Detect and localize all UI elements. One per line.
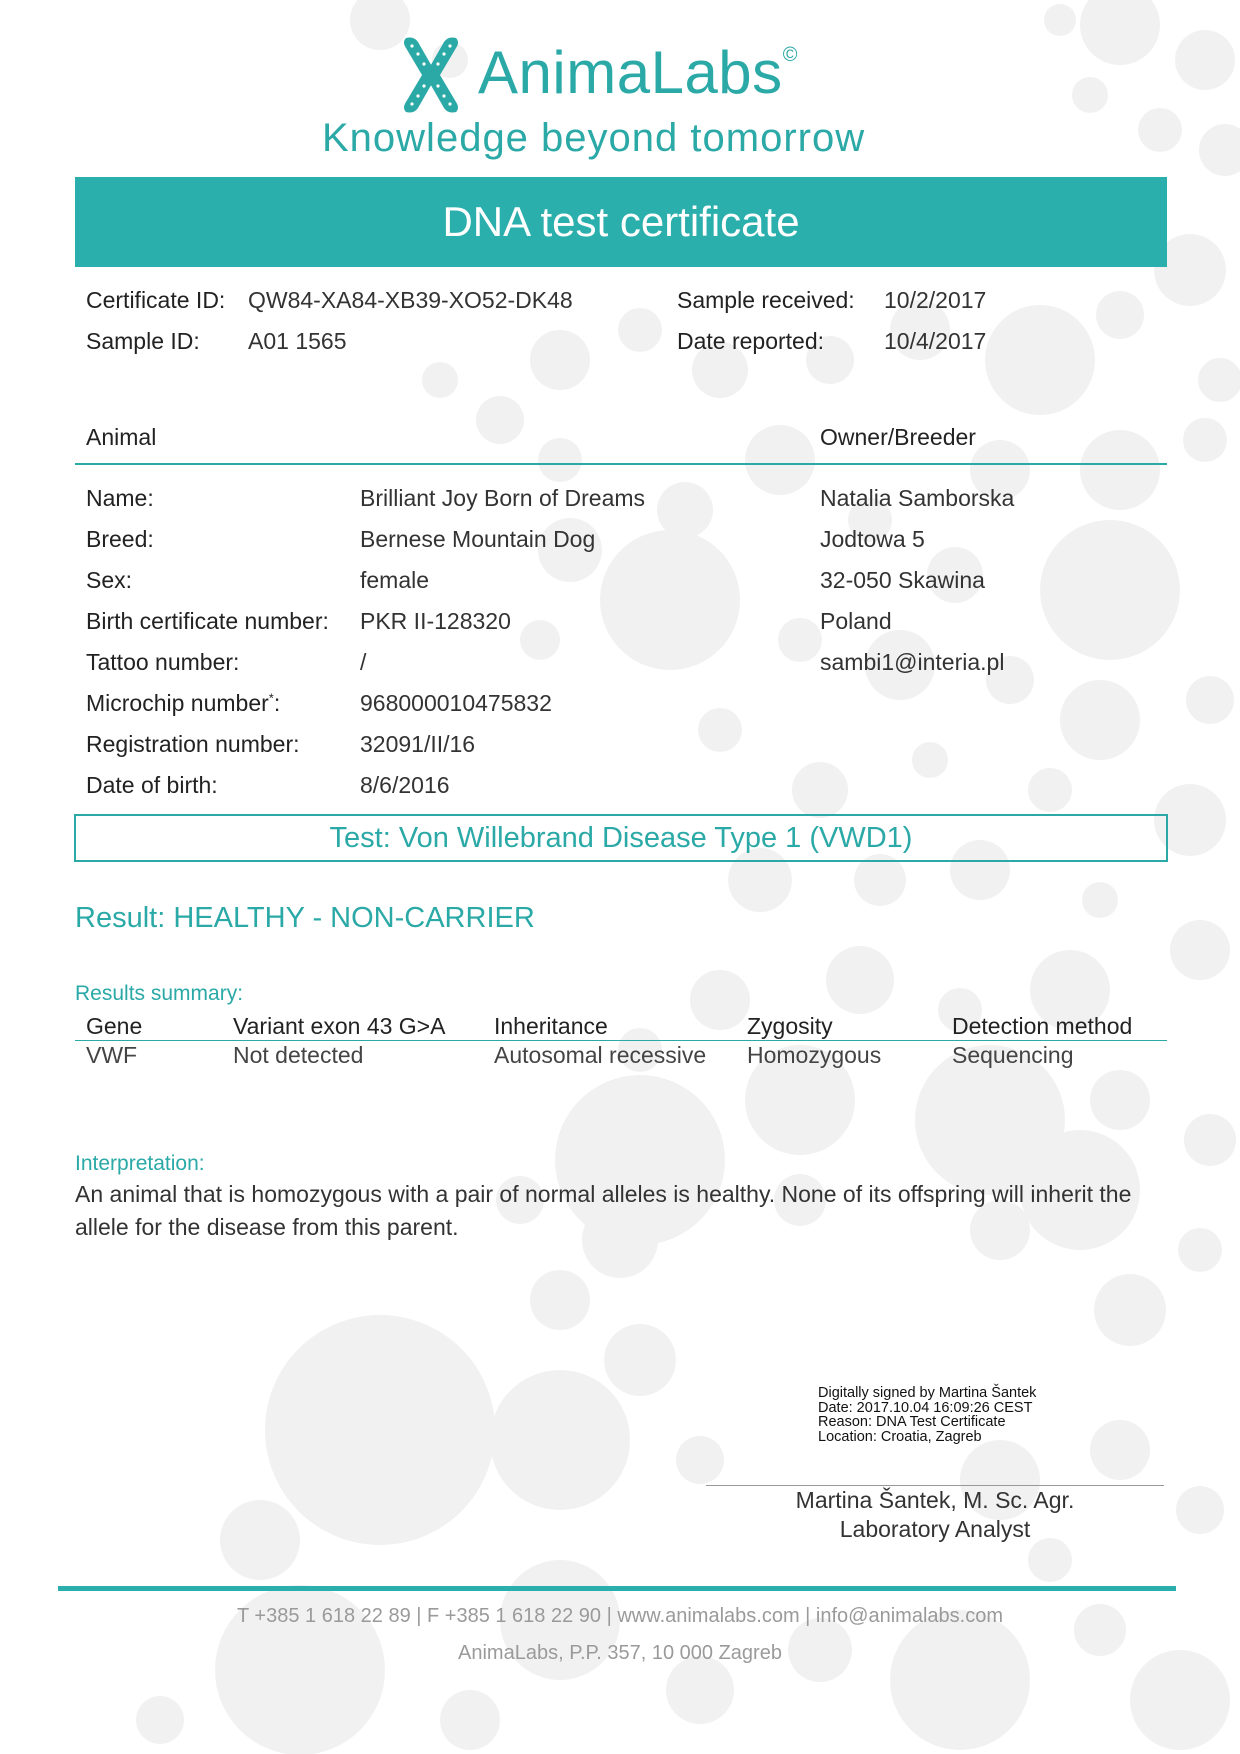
owner-heading: Owner/Breeder bbox=[820, 424, 976, 450]
signer-block bbox=[706, 1486, 1164, 1544]
summary-header-divider bbox=[75, 1040, 1167, 1041]
copyright-mark: © bbox=[782, 44, 798, 66]
test-name-box bbox=[74, 814, 1168, 862]
animal-name-label: Name: bbox=[86, 485, 154, 511]
breed-value: Bernese Mountain Dog bbox=[360, 526, 596, 552]
date-reported-value: 10/4/2017 bbox=[884, 328, 987, 354]
column-detection-method: Detection method bbox=[952, 1013, 1133, 1039]
section-divider bbox=[75, 463, 1167, 465]
owner-street: Jodtowa 5 bbox=[820, 526, 925, 552]
sample-id-label: Sample ID: bbox=[86, 328, 200, 354]
sex-label: Sex: bbox=[86, 567, 133, 593]
column-inheritance: Inheritance bbox=[494, 1013, 608, 1039]
date-of-birth-value: 8/6/2016 bbox=[360, 772, 450, 798]
column-variant: Variant exon 43 G>A bbox=[233, 1013, 446, 1039]
cell-detection-method: Sequencing bbox=[952, 1042, 1074, 1068]
birth-certificate-label: Birth certificate number: bbox=[86, 608, 329, 634]
microchip-label bbox=[86, 690, 280, 717]
owner-city: 32-050 Skawina bbox=[820, 567, 985, 593]
signature-date: Date: 2017.10.04 16:09:26 CEST bbox=[818, 1399, 1033, 1416]
owner-country: Poland bbox=[820, 608, 892, 634]
signer-name: Martina Šantek, M. Sc. Agr. bbox=[795, 1487, 1075, 1513]
tattoo-value: / bbox=[360, 649, 367, 675]
animal-name-value: Brilliant Joy Born of Dreams bbox=[360, 485, 646, 511]
signature-location: Location: Croatia, Zagreb bbox=[818, 1428, 982, 1445]
brand-name bbox=[478, 38, 798, 107]
cell-zygosity: Homozygous bbox=[747, 1042, 882, 1068]
microchip-label-text: Microchip number bbox=[86, 690, 269, 716]
certificate-id-label: Certificate ID: bbox=[86, 287, 226, 313]
birth-certificate-value: PKR II-128320 bbox=[360, 608, 511, 634]
interpretation-heading: Interpretation: bbox=[75, 1152, 205, 1175]
test-name: Test: Von Willebrand Disease Type 1 (VWD1) bbox=[329, 822, 913, 854]
certificate-title: DNA test certificate bbox=[442, 198, 800, 245]
sample-id-value: A01 1565 bbox=[248, 328, 347, 354]
footer-contact: T +385 1 618 22 89 | F +385 1 618 22 90 | www.animalabs.com | info@animalabs.com bbox=[237, 1605, 1003, 1627]
date-reported-label: Date reported: bbox=[677, 328, 825, 354]
signature-signed-by: Digitally signed by Martina Šantek bbox=[818, 1385, 1037, 1401]
microchip-value: 968000010475832 bbox=[360, 690, 552, 716]
column-zygosity: Zygosity bbox=[747, 1013, 833, 1039]
cell-gene: VWF bbox=[86, 1042, 138, 1068]
owner-name: Natalia Samborska bbox=[820, 485, 1015, 511]
brand-tagline: Knowledge beyond tomorrow bbox=[322, 116, 866, 160]
registration-value: 32091/II/16 bbox=[360, 731, 476, 757]
sex-value: female bbox=[360, 567, 430, 593]
result-text: Result: HEALTHY - NON-CARRIER bbox=[75, 902, 535, 934]
interpretation-text: An animal that is homozygous with a pair of normal alleles is healthy. None of its offspring will inherit the allele for the disease from this parent. bbox=[75, 1181, 1132, 1240]
signer-role: Laboratory Analyst bbox=[839, 1516, 1031, 1542]
date-of-birth-label: Date of birth: bbox=[86, 772, 218, 798]
sample-received-value: 10/2/2017 bbox=[884, 287, 987, 313]
microchip-label-colon: : bbox=[273, 690, 281, 716]
certificate-id-value: QW84-XA84-XB39-XO52-DK48 bbox=[248, 287, 573, 313]
registration-label: Registration number: bbox=[86, 731, 300, 757]
footer-address: AnimaLabs, P.P. 357, 10 000 Zagreb bbox=[458, 1642, 782, 1664]
chromosome-logo-icon bbox=[400, 34, 462, 116]
animal-heading: Animal bbox=[86, 424, 157, 450]
owner-email: sambi1@interia.pl bbox=[820, 649, 1005, 675]
breed-label: Breed: bbox=[86, 526, 154, 552]
results-summary-heading: Results summary: bbox=[75, 982, 244, 1005]
tattoo-label: Tattoo number: bbox=[86, 649, 240, 675]
sample-received-label: Sample received: bbox=[677, 287, 855, 313]
digital-signature-block bbox=[818, 1386, 1036, 1444]
microchip-footnote-mark: * bbox=[268, 690, 274, 706]
cell-variant: Not detected bbox=[233, 1042, 364, 1068]
column-gene: Gene bbox=[86, 1013, 143, 1039]
signature-reason: Reason: DNA Test Certificate bbox=[818, 1414, 1006, 1430]
brand-name-text: AnimaLabs bbox=[478, 39, 783, 106]
footer-divider bbox=[58, 1586, 1176, 1591]
cell-inheritance: Autosomal recessive bbox=[494, 1042, 707, 1068]
title-banner bbox=[75, 177, 1167, 267]
